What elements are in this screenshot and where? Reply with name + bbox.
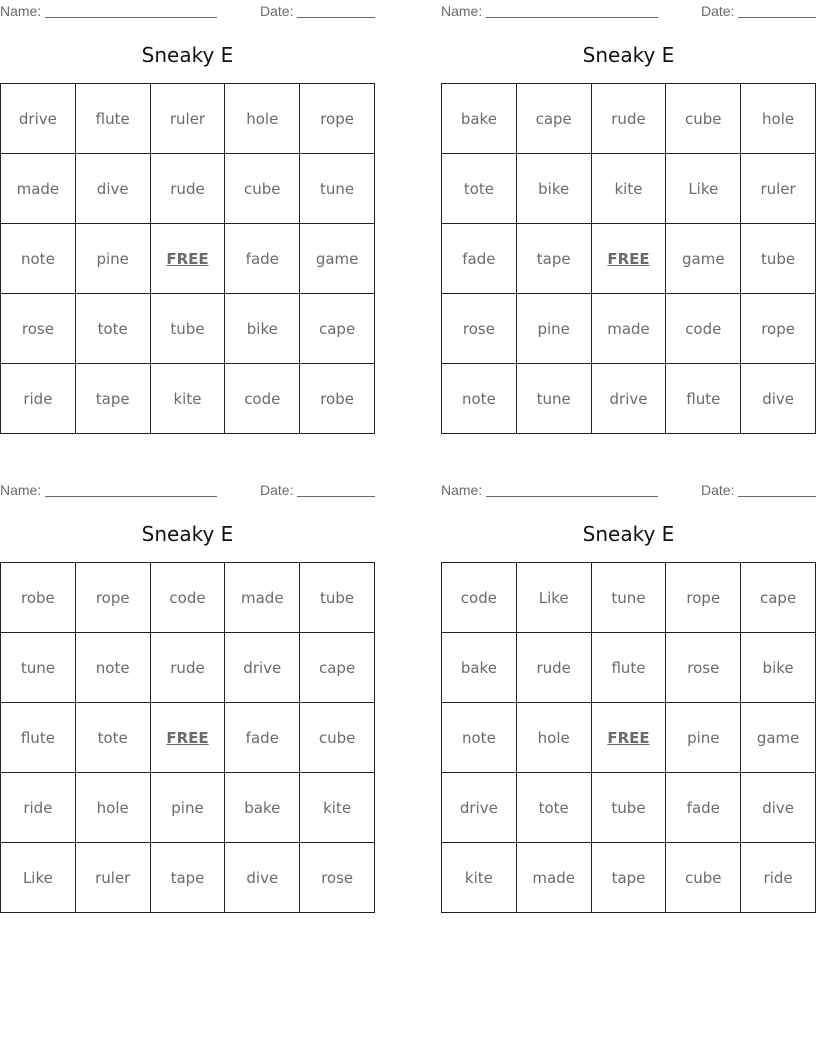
bingo-cell: tube (300, 563, 375, 633)
bingo-cell: dive (76, 154, 151, 224)
bingo-cell: code (442, 563, 517, 633)
bingo-cell: dive (225, 843, 300, 913)
bingo-cell: rude (151, 633, 226, 703)
bingo-cell: flute (666, 364, 741, 434)
bingo-cell: hole (225, 84, 300, 154)
bingo-grid (441, 83, 816, 434)
free-space-cell: FREE (592, 224, 667, 294)
date-blank-line (297, 17, 375, 18)
free-space-cell: FREE (592, 703, 667, 773)
bingo-cell: ruler (151, 84, 226, 154)
bingo-cell: fade (225, 703, 300, 773)
bingo-cell: cube (300, 703, 375, 773)
bingo-card-4 (441, 479, 816, 913)
bingo-cell: tote (517, 773, 592, 843)
bingo-cell: bake (442, 633, 517, 703)
bingo-cell: bake (225, 773, 300, 843)
bingo-cell: robe (1, 563, 76, 633)
bingo-cell: hole (741, 84, 816, 154)
bingo-cell: tube (741, 224, 816, 294)
bingo-cell: cape (517, 84, 592, 154)
bingo-cell: flute (1, 703, 76, 773)
bingo-cell: bake (442, 84, 517, 154)
name-label: Name: (441, 3, 483, 19)
free-space-cell: FREE (151, 224, 226, 294)
bingo-cell: tote (76, 294, 151, 364)
bingo-cell: game (300, 224, 375, 294)
bingo-card-2 (441, 0, 816, 434)
free-space-cell: FREE (151, 703, 226, 773)
bingo-cell: cube (666, 843, 741, 913)
name-label: Name: (0, 482, 42, 498)
date-blank-line (738, 17, 816, 18)
bingo-cell: ride (1, 364, 76, 434)
card-title: Sneaky E (582, 522, 675, 546)
name-label: Name: (0, 3, 42, 19)
bingo-cell: flute (592, 633, 667, 703)
date-blank-line (738, 496, 816, 497)
bingo-cell: ruler (76, 843, 151, 913)
bingo-cell: rose (666, 633, 741, 703)
bingo-cell: pine (517, 294, 592, 364)
bingo-cell: game (741, 703, 816, 773)
bingo-cell: drive (1, 84, 76, 154)
bingo-cell: cape (300, 633, 375, 703)
bingo-cell: dive (741, 364, 816, 434)
bingo-cell: note (76, 633, 151, 703)
bingo-cell: tape (76, 364, 151, 434)
bingo-cell: tune (517, 364, 592, 434)
bingo-cell: flute (76, 84, 151, 154)
name-blank-line (486, 17, 658, 18)
bingo-cell: code (225, 364, 300, 434)
bingo-cell: tote (76, 703, 151, 773)
bingo-cell: rude (592, 84, 667, 154)
name-blank-line (486, 496, 658, 497)
bingo-cell: note (1, 224, 76, 294)
bingo-grid (0, 562, 375, 913)
bingo-cell: ruler (741, 154, 816, 224)
bingo-cell: bike (517, 154, 592, 224)
bingo-cell: fade (442, 224, 517, 294)
bingo-cell: ride (741, 843, 816, 913)
bingo-cell: Like (517, 563, 592, 633)
bingo-cell: kite (151, 364, 226, 434)
bingo-cell: drive (225, 633, 300, 703)
bingo-cell: game (666, 224, 741, 294)
bingo-cell: cape (300, 294, 375, 364)
bingo-cell: rope (300, 84, 375, 154)
bingo-cell: tube (592, 773, 667, 843)
bingo-card-3 (0, 479, 375, 913)
bingo-cell: robe (300, 364, 375, 434)
bingo-cell: pine (666, 703, 741, 773)
bingo-cell: cube (666, 84, 741, 154)
bingo-cell: tote (442, 154, 517, 224)
bingo-cell: kite (300, 773, 375, 843)
bingo-cell: kite (442, 843, 517, 913)
name-blank-line (45, 17, 217, 18)
bingo-cell: made (517, 843, 592, 913)
bingo-cell: made (225, 563, 300, 633)
bingo-cell: rope (666, 563, 741, 633)
bingo-cell: code (666, 294, 741, 364)
bingo-cell: pine (76, 224, 151, 294)
bingo-cell: tube (151, 294, 226, 364)
bingo-cell: bike (741, 633, 816, 703)
bingo-cell: hole (517, 703, 592, 773)
bingo-cell: tune (1, 633, 76, 703)
bingo-cell: rude (151, 154, 226, 224)
bingo-cell: rude (517, 633, 592, 703)
bingo-cell: Like (1, 843, 76, 913)
bingo-cell: tape (517, 224, 592, 294)
date-label: Date: (701, 3, 735, 19)
bingo-cell: fade (225, 224, 300, 294)
bingo-cell: Like (666, 154, 741, 224)
card-title: Sneaky E (141, 43, 234, 67)
name-blank-line (45, 496, 217, 497)
bingo-cell: rose (442, 294, 517, 364)
bingo-cell: ride (1, 773, 76, 843)
bingo-cell: rose (300, 843, 375, 913)
bingo-cell: made (1, 154, 76, 224)
bingo-cell: rope (741, 294, 816, 364)
bingo-card-1 (0, 0, 375, 434)
bingo-cell: drive (442, 773, 517, 843)
bingo-cell: dive (741, 773, 816, 843)
bingo-cell: cape (741, 563, 816, 633)
date-label: Date: (260, 3, 294, 19)
bingo-cell: hole (76, 773, 151, 843)
date-blank-line (297, 496, 375, 497)
bingo-cell: cube (225, 154, 300, 224)
date-label: Date: (701, 482, 735, 498)
bingo-cell: made (592, 294, 667, 364)
name-label: Name: (441, 482, 483, 498)
bingo-cell: code (151, 563, 226, 633)
bingo-cell: note (442, 703, 517, 773)
bingo-cell: tape (592, 843, 667, 913)
bingo-grid (441, 562, 816, 913)
bingo-cell: bike (225, 294, 300, 364)
bingo-cell: tune (300, 154, 375, 224)
bingo-cell: fade (666, 773, 741, 843)
card-title: Sneaky E (582, 43, 675, 67)
bingo-cell: drive (592, 364, 667, 434)
bingo-cell: note (442, 364, 517, 434)
bingo-cell: rope (76, 563, 151, 633)
bingo-cell: pine (151, 773, 226, 843)
bingo-grid (0, 83, 375, 434)
date-label: Date: (260, 482, 294, 498)
bingo-cell: tape (151, 843, 226, 913)
card-title: Sneaky E (141, 522, 234, 546)
bingo-cell: tune (592, 563, 667, 633)
bingo-cell: rose (1, 294, 76, 364)
bingo-cell: kite (592, 154, 667, 224)
